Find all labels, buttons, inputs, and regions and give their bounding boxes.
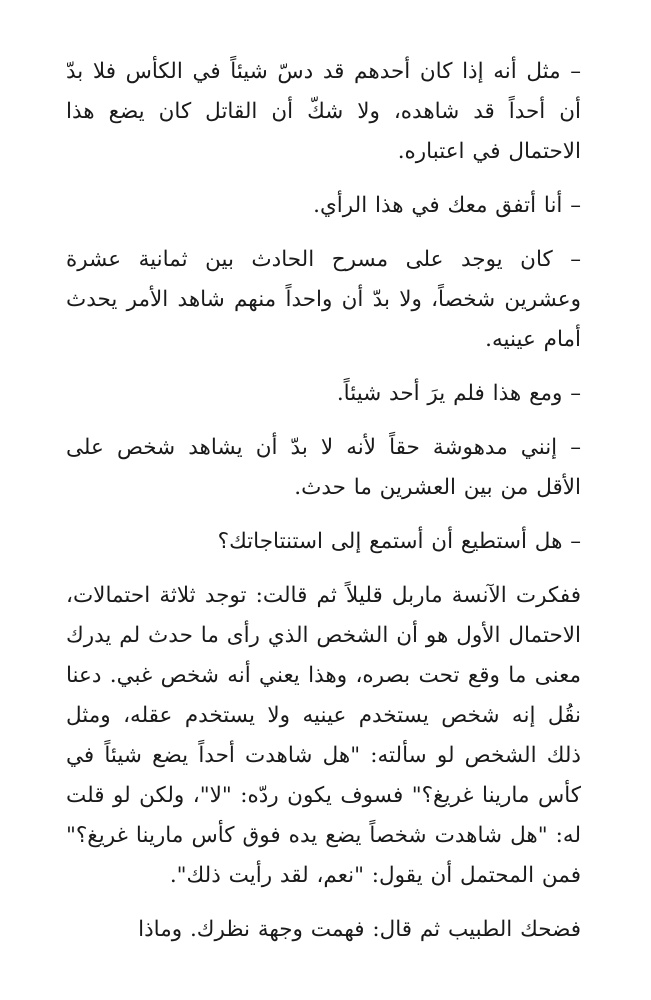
paragraph-3: – كان يوجد على مسرح الحادث بين ثمانية عشرة وعشرين شخصاً، ولا بدّ أن واحداً منهم شاهد الأمر يحدث أمام عينيه. bbox=[66, 247, 581, 352]
paragraph-7: ففكرت الآنسة ماربل قليلاً ثم قالت: توجد ثلاثة احتمالات، الاحتمال الأول هو أن الشخص الذي رأى ما حدث لم يدرك معنى ما وقع تحت بصره، وهذا يعني أنه شخص غبي. دعنا نقُل إنه شخص يستخدم عينيه ولا يستخدم عقله، ومثل ذلك الشخص لو سألته: "هل شاهدت أحداً يضع شيئاً في كأس مارينا غريغ؟" فسوف يكون ردّه: "لا"، ولكن لو قلت له: "هل شاهدت شخصاً يضع يده فوق كأس مارينا غريغ؟" فمن المحتمل أن يقول: "نعم، لقد رأيت ذلك". bbox=[66, 583, 581, 888]
paragraph-6: – هل أستطيع أن أستمع إلى استنتاجاتك؟ bbox=[217, 529, 581, 554]
paragraph-5: – إنني مدهوشة حقاً لأنه لا بدّ أن يشاهد شخص على الأقل من بين العشرين ما حدث. bbox=[66, 435, 581, 500]
paragraph-1: – مثل أنه إذا كان أحدهم قد دسّ شيئاً في الكأس فلا بدّ أن أحداً قد شاهده، ولا شكّ أن القاتل كان يضع هذا الاحتمال في اعتباره. bbox=[66, 59, 581, 164]
paragraph-4: – ومع هذا فلم يرَ أحد شيئاً. bbox=[336, 381, 581, 406]
paragraph-2: – أنا أتفق معك في هذا الرأي. bbox=[313, 193, 581, 218]
paragraph-8: فضحك الطبيب ثم قال: فهمت وجهة نظرك. وماذا bbox=[138, 917, 581, 942]
